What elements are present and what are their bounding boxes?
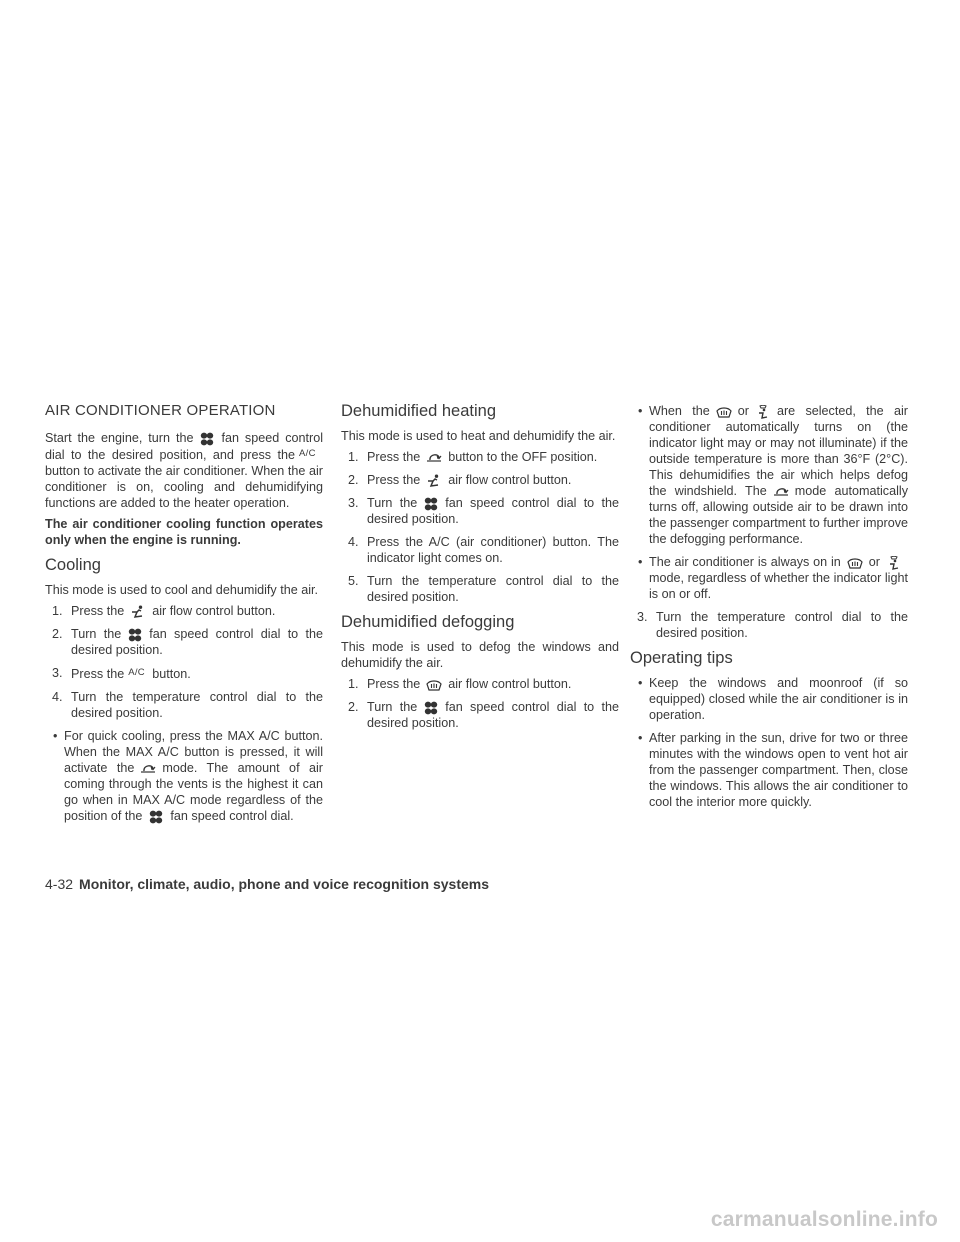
step-text: Press the A/C (air conditioner) button. The indicator light comes on.: [367, 535, 619, 565]
step-text: button to the OFF position.: [448, 450, 598, 464]
step-text: Turn the: [71, 627, 122, 641]
operating-tips-heading: Operating tips: [630, 649, 733, 667]
step-number: 2.: [348, 700, 359, 714]
column-2: [341, 403, 619, 738]
step-text: Turn the temperature control dial to the desired position.: [71, 690, 323, 720]
step-text: Press the: [367, 677, 421, 691]
foot-defrost-icon: [749, 405, 777, 419]
step-text: air flow control button.: [152, 604, 276, 618]
bullet-text: For quick cooling, press the MAX A/C button. When the MAX A/C button is pressed, it will activate the: [64, 729, 323, 775]
step-text: fan speed control dial to the desired position.: [367, 700, 620, 730]
heating-step-1: [341, 449, 619, 465]
bullet-text: After parking in the sun, drive for two or three minutes with the windows open to vent hot air from the passenger compartment. Then, close the windows. This allows the air conditioner to cool the interior more quickly.: [649, 731, 908, 809]
step-text: Turn the: [367, 496, 418, 510]
fan-icon: [121, 628, 149, 642]
step-number: 3.: [637, 610, 648, 624]
step-number: 3.: [348, 496, 359, 510]
fan-icon: [417, 497, 445, 511]
ac-icon: A/C: [128, 667, 145, 678]
defog-bullet-1: [630, 403, 908, 547]
cooling-heading: Cooling: [45, 556, 101, 574]
intro-warning: The air conditioner cooling function operates only when the engine is running.: [45, 517, 323, 547]
section-name: Monitor, climate, audio, phone and voice recognition systems: [79, 876, 489, 892]
step-text: button.: [152, 667, 191, 681]
recirculation-icon: [767, 485, 795, 499]
tip-bullet-2: [630, 730, 908, 810]
section-title: AIR CONDITIONER OPERATION: [45, 402, 276, 419]
bullet-dot: •: [638, 731, 643, 745]
cooling-step-2: [45, 626, 323, 658]
heating-step-5: [341, 573, 619, 605]
intro-paragraph: [45, 430, 323, 511]
tip-bullet-1: [630, 675, 908, 723]
step-number: 1.: [348, 677, 359, 691]
cooling-step-1: [45, 603, 323, 619]
step-number: 5.: [348, 574, 359, 588]
column-3: [630, 403, 908, 817]
bullet-dot: •: [638, 555, 643, 569]
defrost-icon: [710, 405, 738, 419]
heating-step-2: [341, 472, 619, 488]
defrost-icon: [420, 678, 448, 692]
step-text: Press the: [71, 604, 125, 618]
bullet-text: or: [868, 555, 880, 569]
step-number: 1.: [52, 604, 63, 618]
defog-bullet-2: [630, 554, 908, 602]
bullet-dot: •: [638, 404, 643, 418]
recirculation-icon: [134, 762, 162, 776]
bullet-text: or: [737, 404, 749, 418]
cooling-step-3: [45, 665, 323, 682]
step-number: 2.: [348, 473, 359, 487]
fan-icon: [193, 432, 221, 446]
face-vent-icon: [124, 605, 152, 619]
step-number: 2.: [52, 627, 63, 641]
column-1: [45, 403, 323, 831]
dehum-defog-heading: Dehumidified defogging: [341, 613, 515, 631]
defog-step-3: [630, 609, 908, 641]
step-text: Turn the temperature control dial to the desired position.: [656, 610, 908, 640]
ac-icon: A/C: [299, 448, 316, 459]
fan-icon: [142, 810, 170, 824]
step-text: fan speed control dial to the desired position.: [367, 496, 620, 526]
bullet-text: Keep the windows and moonroof (if so equipped) closed while the air conditioner is in operation.: [649, 676, 908, 722]
bullet-text: mode. The amount of air coming through the vents is the highest it can go when in MAX A/C mode regardless of the position of the: [64, 761, 323, 823]
foot-vent-icon: [420, 474, 448, 488]
bullet-text: mode, regardless of whether the indicator light is on or off.: [649, 571, 908, 601]
bullet-text: mode automatically turns off, allowing outside air to be drawn into the passenger compartment to further improve the defogging performance.: [649, 484, 908, 546]
intro-text-3: button to activate the air conditioner. When the air conditioner is on, cooling and dehumidifying functions are added to the heater operation.: [45, 464, 323, 510]
foot-defrost-icon: [880, 556, 908, 570]
step-text: Turn the temperature control dial to the desired position.: [367, 574, 619, 604]
bullet-text: are selected, the air conditioner automatically turns on (the indicator light may or may not illuminate) if the outside temperature is more than 36°F (2°C). This dehumidifies the air which helps defog the windshield. The: [649, 404, 909, 498]
page-number: 4-32: [45, 876, 74, 892]
heating-step-4: [341, 534, 619, 566]
heating-step-3: [341, 495, 619, 527]
fan-icon: [417, 701, 445, 715]
defog-step-1: [341, 676, 619, 692]
step-text: Press the: [71, 667, 125, 681]
cooling-tip: [45, 728, 323, 824]
recirculation-icon: [420, 451, 448, 465]
dehum-heating-desc: This mode is used to heat and dehumidify the air.: [341, 429, 616, 443]
bullet-dot: •: [53, 729, 58, 743]
defog-step-2: [341, 699, 619, 731]
step-text: Press the: [367, 450, 421, 464]
step-text: Turn the: [367, 700, 418, 714]
intro-text-1: Start the engine, turn the: [45, 431, 194, 445]
step-number: 3.: [52, 666, 63, 680]
step-text: air flow control button.: [448, 677, 572, 691]
cooling-desc: This mode is used to cool and dehumidify the air.: [45, 583, 319, 597]
step-text: Press the: [367, 473, 421, 487]
bullet-text: The air conditioner is always on in: [649, 555, 841, 569]
watermark: carmanualsonline.info: [710, 1208, 938, 1231]
bullet-dot: •: [638, 676, 643, 690]
intro-text-2: fan speed control dial to the desired position, and press the: [45, 431, 324, 462]
cooling-step-4: [45, 689, 323, 721]
step-text: air flow control button.: [448, 473, 572, 487]
dehum-defog-desc: This mode is used to defog the windows and dehumidify the air.: [341, 640, 619, 670]
step-number: 4.: [52, 690, 63, 704]
bullet-text: When the: [649, 404, 710, 418]
bullet-text: fan speed control dial.: [170, 809, 294, 823]
step-number: 1.: [348, 450, 359, 464]
step-number: 4.: [348, 535, 359, 549]
defrost-icon: [841, 556, 869, 570]
step-text: fan speed control dial to the desired position.: [71, 627, 324, 657]
dehum-heating-heading: Dehumidified heating: [341, 402, 497, 420]
page-footer: [45, 876, 489, 892]
